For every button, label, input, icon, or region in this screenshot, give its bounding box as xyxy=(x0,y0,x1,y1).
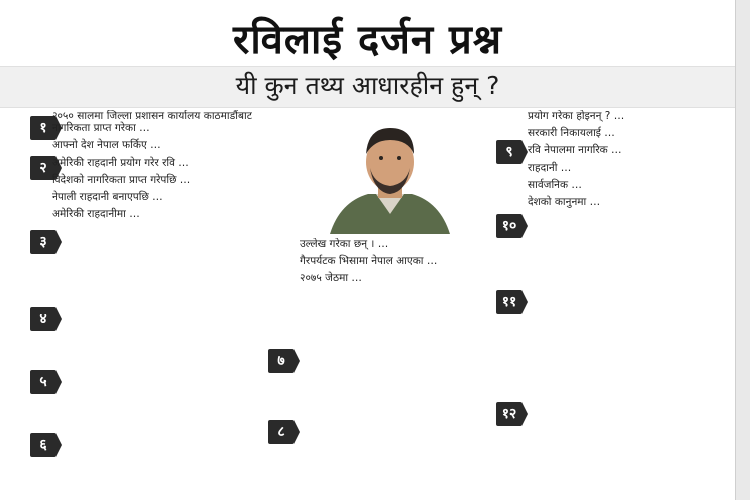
paragraph: उल्लेख गरेका छन् । … xyxy=(300,238,389,250)
badge-8: ८ xyxy=(268,420,294,444)
paragraph: राहदानी … xyxy=(528,161,572,174)
paragraph: अमेरिकी राहदानी प्रयोग गरेर रवि … xyxy=(52,156,189,169)
paragraph: सार्वजनिक … xyxy=(528,178,582,191)
subheadline: यी कुन तथ्य आधारहीन हुन् ? xyxy=(235,71,500,100)
middle-column xyxy=(300,238,490,496)
paragraph: सरकारी निकायलाई … xyxy=(528,127,615,140)
page-edge xyxy=(735,0,750,500)
paragraph: २०७५ जेठमा … xyxy=(300,272,362,285)
badge-1: १ xyxy=(30,116,56,140)
paragraph: आफ्नो देश नेपाल फर्किए … xyxy=(52,139,161,152)
badge-2: २ xyxy=(30,156,56,180)
paragraph: रवि नेपालमा नागरिक … xyxy=(528,144,622,157)
badge-6: ६ xyxy=(30,433,56,457)
left-column xyxy=(52,110,252,496)
badge-12: १२ xyxy=(496,402,522,426)
badge-11: ११ xyxy=(496,290,522,314)
right-column xyxy=(528,110,720,496)
portrait-illustration xyxy=(290,110,490,234)
paragraph: प्रयोग गरेका होइनन् ? … xyxy=(528,110,625,122)
headline: रविलाई दर्जन प्रश्न xyxy=(232,17,503,63)
badge-7: ७ xyxy=(268,349,294,373)
badge-4: ४ xyxy=(30,307,56,331)
paragraph: विदेशको नागरिकता प्राप्त गरेपछि … xyxy=(52,173,191,186)
paragraph: अमेरिकी राहदानीमा … xyxy=(52,208,140,221)
paragraph: देशको कानुनमा … xyxy=(528,196,601,209)
badge-3: ३ xyxy=(30,230,56,254)
paragraph: २०५० सालमा जिल्ला प्रशासन कार्यालय काठमाडौंबाट नागरिकता प्राप्त गरेका … xyxy=(52,110,252,135)
paragraph: गैरपर्यटक भिसामा नेपाल आएका … xyxy=(300,255,438,268)
badge-9: ९ xyxy=(496,140,522,164)
badge-5: ५ xyxy=(30,370,56,394)
paragraph: नेपाली राहदानी बनाएपछि … xyxy=(52,191,163,204)
badge-10: १० xyxy=(496,214,522,238)
